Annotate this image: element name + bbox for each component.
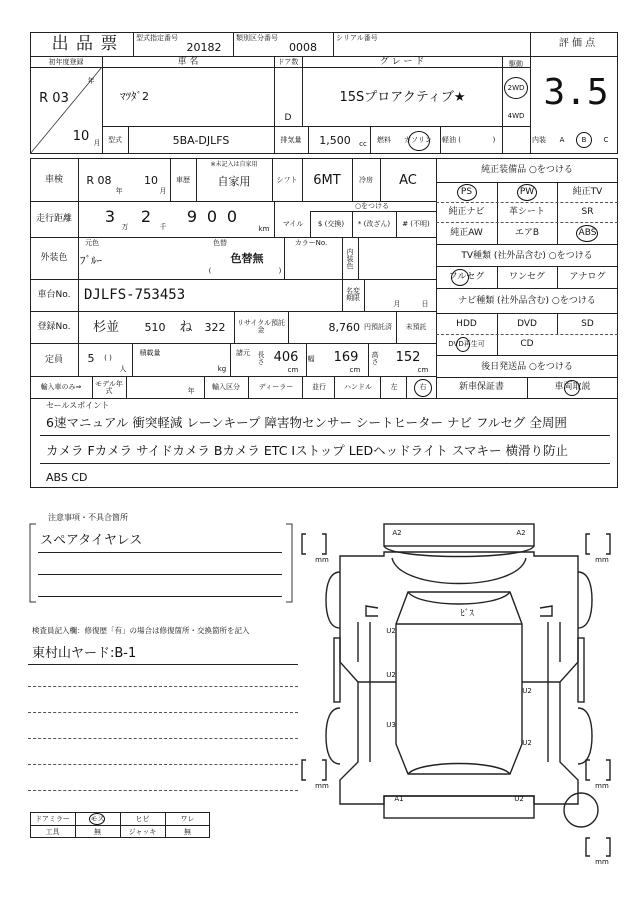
repaint-paren-close: ) bbox=[278, 266, 282, 275]
mileage-man: 万 bbox=[121, 222, 129, 231]
arch-rl bbox=[326, 708, 340, 764]
sales-label: セールスポイント bbox=[46, 401, 110, 410]
notes-text: スペアタイヤレス bbox=[40, 532, 143, 548]
equip-ps-circle bbox=[457, 184, 477, 201]
shift-value: 6MT bbox=[313, 172, 341, 188]
bracket-fl bbox=[302, 534, 306, 554]
name-change-month: 月 bbox=[393, 299, 401, 308]
sales-line-1: 6速マニュアル 衝突軽減 レーンキープ 障害物センサー シートヒーター ナビ フルセグ 全周囲 bbox=[46, 414, 567, 430]
import-type-label: 輸入区分 bbox=[212, 383, 240, 391]
nav-dvd: DVD bbox=[517, 318, 537, 329]
inspection-year-unit: 年 bbox=[115, 186, 123, 195]
bracket-spare bbox=[586, 838, 590, 856]
height-cm: cm bbox=[417, 366, 429, 374]
jack-value: 無 bbox=[184, 827, 191, 836]
mm-spare: mm bbox=[595, 858, 609, 866]
fuel-diesel-close: ) bbox=[492, 135, 496, 144]
equip-ps: PS bbox=[460, 187, 473, 197]
tv-analog: アナログ bbox=[569, 271, 606, 282]
mm-fr: mm bbox=[595, 556, 609, 564]
shift-label: シフト bbox=[276, 175, 298, 184]
rear-window bbox=[408, 764, 510, 775]
interior-a: A bbox=[559, 135, 565, 144]
interior-b-circle bbox=[576, 132, 592, 148]
height-label: 高さ bbox=[371, 351, 379, 366]
steering-label: ハンドル bbox=[344, 383, 372, 391]
import-parallel: 並行 bbox=[312, 383, 326, 391]
interior-c: C bbox=[603, 135, 609, 144]
tv-header: TV種類 (社外品含む) ○をつける bbox=[461, 250, 593, 261]
hood bbox=[392, 558, 526, 584]
mileage-digit-4: 0 bbox=[206, 207, 218, 226]
steering-right: 右 bbox=[419, 383, 427, 391]
mileage-km: km bbox=[258, 224, 270, 233]
drive-4wd: 4WD bbox=[507, 111, 525, 120]
arch-fl bbox=[326, 572, 340, 628]
mileage-digit-3: 9 bbox=[186, 207, 198, 226]
first-reg-month: 10 bbox=[72, 128, 90, 144]
color-label: 外装色 bbox=[40, 253, 68, 263]
ac-value: AC bbox=[399, 172, 417, 188]
mirror-right bbox=[540, 606, 552, 616]
drive-2wd-circle bbox=[504, 77, 528, 99]
chassis-label: 車台No. bbox=[37, 290, 71, 300]
score-label: 評 価 点 bbox=[558, 38, 596, 49]
model-year-unit: 年 bbox=[187, 386, 195, 395]
model-value: 5BA-DJLFS bbox=[172, 133, 230, 147]
import-dealer: ディーラー bbox=[258, 383, 294, 391]
score-value: 3.5 bbox=[543, 72, 609, 113]
sill-right bbox=[578, 638, 584, 702]
jack-label: ジャッキ bbox=[128, 827, 157, 836]
shipping-warranty: 新車保証書 bbox=[458, 382, 504, 392]
notes-label: 注意事項・不具合箇所 bbox=[48, 513, 128, 522]
fuel-diesel: 軽油 ( bbox=[442, 135, 461, 144]
drive-label: 駆動 bbox=[509, 59, 523, 68]
fuel-gasoline-circle bbox=[408, 131, 430, 151]
mm-fl: mm bbox=[315, 556, 329, 564]
spare-tire bbox=[564, 793, 598, 827]
width-cm: cm bbox=[349, 366, 361, 374]
shipping-manual: 車両取説 bbox=[554, 382, 591, 392]
mm-rr: mm bbox=[595, 782, 609, 790]
equip-pw-circle bbox=[517, 184, 537, 201]
doors-label: ドア数 bbox=[277, 57, 299, 66]
sill-left bbox=[334, 638, 340, 702]
class-no: 0008 bbox=[289, 40, 317, 54]
length-label: 長さ bbox=[257, 351, 265, 366]
bracket-fr bbox=[586, 534, 590, 554]
nav-hdd: HDD bbox=[456, 318, 477, 329]
month-mark: 月 bbox=[93, 138, 101, 147]
class-no-label: 類別区分番号 bbox=[236, 33, 278, 42]
nav-header: ナビ種類 (社外品含む) ○をつける bbox=[458, 295, 596, 306]
orig-color: ﾌﾞﾙｰ bbox=[80, 253, 102, 267]
tools-label: 工具 bbox=[45, 827, 60, 836]
arch-fr bbox=[578, 572, 592, 628]
mark-u2-rear-right: U2 bbox=[514, 794, 524, 803]
tv-oneseg: ワンセグ bbox=[508, 271, 545, 282]
capacity-value: 5 bbox=[87, 351, 95, 365]
interior-color-label: 内装色 bbox=[346, 247, 354, 270]
mileage-label: 走行距離 bbox=[35, 214, 72, 224]
bracket-rl bbox=[302, 760, 306, 780]
windshield bbox=[408, 592, 510, 604]
displacement-cc: cc bbox=[359, 139, 367, 148]
plate-label: 登録No. bbox=[37, 322, 71, 332]
mark-a1-rear-left: A1 bbox=[394, 794, 404, 803]
inspection-year: R 08 bbox=[86, 173, 112, 187]
shipping-header: 後日発送品 ○をつける bbox=[481, 361, 573, 372]
interior-label: 内装 bbox=[532, 135, 546, 144]
equip-pw: PW bbox=[519, 187, 535, 197]
equip-aw: 純正AW bbox=[450, 227, 483, 238]
inspection-month: 10 bbox=[144, 173, 158, 187]
form-title: 出 品 票 bbox=[51, 33, 119, 54]
year-mark: 年 bbox=[87, 76, 95, 85]
mark-bisu-roof: ﾋﾞｽ bbox=[460, 608, 474, 619]
capacity-unit: 人 bbox=[119, 364, 127, 373]
width-value: 169 bbox=[333, 349, 359, 365]
mark-note: ○をつける bbox=[354, 202, 390, 210]
equip-abs-circle bbox=[576, 225, 598, 242]
steering-left: 左 bbox=[390, 383, 398, 391]
recycle-done: 円預託済 bbox=[364, 322, 392, 331]
nav-dvd-play: DVD再生可 bbox=[448, 340, 485, 348]
mirror-label: ドアミラー bbox=[35, 814, 70, 823]
first-reg-year: R 03 bbox=[39, 90, 69, 106]
mark-u2-rear-door-left: U2 bbox=[386, 670, 396, 679]
mileage-sen: 千 bbox=[159, 222, 167, 231]
mirror-moss-circle bbox=[89, 813, 105, 825]
arch-rr bbox=[578, 708, 592, 764]
capacity-paren: ( ) bbox=[104, 353, 112, 362]
capacity-label: 定員 bbox=[44, 354, 63, 365]
history-note: ※未記入は自家用 bbox=[210, 161, 258, 168]
length-cm: cm bbox=[287, 366, 299, 374]
mark-a2-front-left: A2 bbox=[392, 528, 402, 537]
import-label: 輸入車のみ⇒ bbox=[40, 383, 82, 391]
repaint-label: 色替 bbox=[213, 239, 227, 247]
car-name-label: 車 名 bbox=[177, 56, 199, 67]
plate-class: 510 bbox=[144, 320, 166, 334]
sales-line-2: カメラ Fカメラ サイドカメラ Bカメラ ETC Iストップ LEDヘッドライト スマキー 横滑り防止 bbox=[46, 442, 569, 458]
recycle-value: 8,760 bbox=[328, 320, 360, 334]
inspector-text: 東村山ヤード:B-1 bbox=[32, 645, 137, 661]
history-label: 車歴 bbox=[176, 175, 190, 184]
mileage-digit-5: 0 bbox=[226, 207, 238, 226]
mileage-digit-2: 2 bbox=[140, 207, 152, 226]
mark-u2-quarter-right: U2 bbox=[522, 738, 532, 747]
name-change-day: 日 bbox=[421, 299, 429, 308]
bracket-rr bbox=[586, 760, 590, 780]
mark-a2-front-right: A2 bbox=[516, 528, 526, 537]
mirror-crack: ヒビ bbox=[135, 814, 150, 823]
mileage-digit-1: 3 bbox=[104, 207, 116, 226]
ac-label: 冷房 bbox=[359, 175, 373, 184]
doors-value: D bbox=[284, 112, 292, 123]
inspection-month-unit: 月 bbox=[159, 186, 167, 195]
plate-area: 杉並 bbox=[92, 319, 119, 335]
history-value: 自家用 bbox=[217, 174, 251, 188]
drive-2wd: 2WD bbox=[507, 83, 525, 92]
front-bumper bbox=[384, 524, 534, 546]
displacement-label: 排気量 bbox=[280, 135, 302, 144]
equip-tv: 純正TV bbox=[572, 187, 603, 197]
load-kg: kg bbox=[217, 364, 227, 373]
orig-color-label: 元色 bbox=[85, 239, 99, 247]
equip-abs: ABS bbox=[578, 227, 597, 238]
mileage-unknown: # (不明) bbox=[402, 219, 430, 228]
mark-u3-quarter-left: U3 bbox=[386, 720, 396, 729]
interior-b: B bbox=[581, 135, 587, 144]
inspection-label: 車検 bbox=[44, 174, 63, 185]
sales-line-3: ABS CD bbox=[46, 470, 88, 484]
plate-kana: ね bbox=[179, 319, 193, 335]
mm-rl: mm bbox=[315, 782, 329, 790]
tv-fullseg-circle bbox=[451, 269, 469, 286]
model-year-label: モデル年式 bbox=[95, 379, 123, 395]
recycle-not: 未預託 bbox=[405, 322, 427, 331]
equip-leather: 革シート bbox=[508, 207, 545, 217]
model-no: 20182 bbox=[186, 40, 222, 54]
serial-label: シリアル番号 bbox=[336, 33, 378, 42]
recycle-label: リサイクル預託金 bbox=[236, 319, 286, 334]
mirror-left bbox=[366, 606, 378, 616]
mileage-modified: * (改ざん) bbox=[357, 219, 391, 228]
shipping-manual-circle bbox=[564, 380, 580, 396]
equipment-header: 純正装備品 ○をつける bbox=[481, 164, 573, 175]
model-label: 型式 bbox=[108, 135, 122, 144]
steering-right-circle bbox=[414, 379, 432, 397]
equip-sr: SR bbox=[581, 207, 594, 217]
displacement-value: 1,500 bbox=[319, 133, 351, 147]
color-no-label: カラーNo. bbox=[294, 239, 328, 247]
fuel-gasoline: ガソリン bbox=[404, 135, 432, 144]
first-reg-label: 初年度登録 bbox=[48, 57, 84, 66]
length-value: 406 bbox=[273, 349, 299, 365]
nav-dvd-play-circle bbox=[456, 337, 470, 352]
width-label: 幅 bbox=[307, 354, 315, 363]
mirror-break: ワレ bbox=[180, 814, 195, 823]
tools-value: 無 bbox=[94, 827, 101, 836]
notes-bracket bbox=[28, 510, 298, 610]
car-diagram bbox=[300, 512, 625, 872]
plate-no: 322 bbox=[204, 320, 226, 334]
repaint-paren-open: ( bbox=[208, 266, 212, 275]
chassis-value: DJLFS-753453 bbox=[84, 287, 186, 303]
car-name: ﾏﾂﾀﾞ2 bbox=[120, 89, 149, 103]
inspector-label: 検査員記入欄：修復歴「有」の場合は修復箇所・交換箇所を記入 bbox=[32, 626, 250, 636]
nav-sd: SD bbox=[581, 318, 594, 329]
equip-airbag: エアB bbox=[514, 227, 540, 238]
repaint-value: 色替無 bbox=[230, 251, 264, 265]
grade-value: 15Sプロアクティブ★ bbox=[339, 89, 466, 105]
mileage-mile: マイル bbox=[282, 219, 304, 228]
equip-navi: 純正ナビ bbox=[448, 207, 485, 217]
mark-u2-rear-door-right: U2 bbox=[522, 686, 532, 695]
body-outline bbox=[340, 552, 578, 804]
grade-label: グ レ ー ド bbox=[379, 56, 425, 67]
height-value: 152 bbox=[395, 349, 421, 365]
fuel-label: 燃料 bbox=[377, 135, 391, 144]
tv-fullseg: フルセグ bbox=[448, 271, 485, 282]
mark-u2-front-door-left: U2 bbox=[386, 626, 396, 635]
name-change-label: 名変期限 bbox=[346, 287, 360, 302]
mileage-exchange: $ (交換) bbox=[317, 219, 345, 228]
nav-cd: CD bbox=[520, 339, 534, 349]
model-no-label: 型式指定番号 bbox=[136, 33, 178, 42]
mirror-moss: モス bbox=[90, 814, 105, 823]
dims-label: 諸元 bbox=[236, 348, 250, 357]
load-label: 積載量 bbox=[139, 348, 161, 357]
